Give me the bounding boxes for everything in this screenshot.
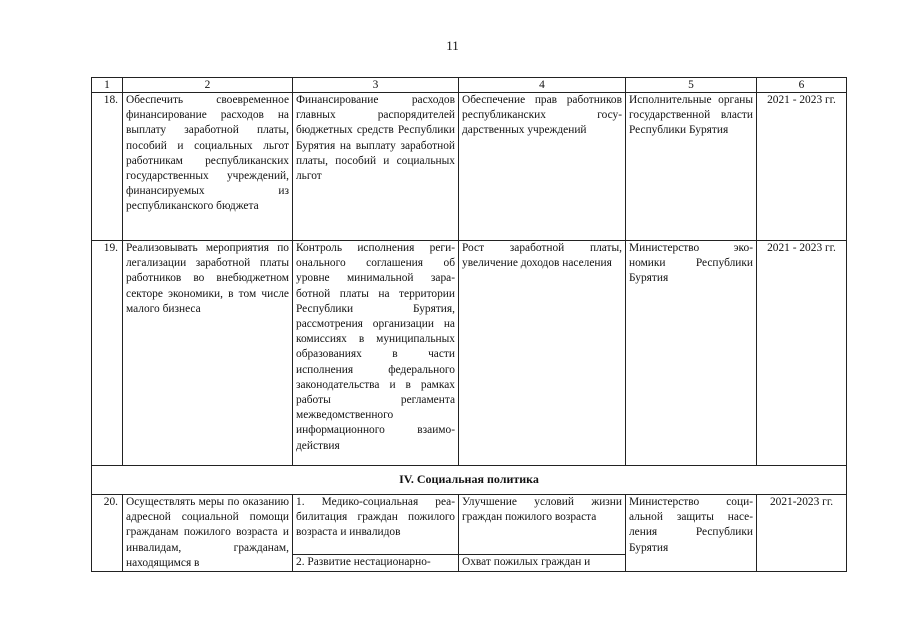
row-number: 19. — [92, 241, 123, 466]
column-number-cell: 4 — [459, 78, 626, 93]
mechanism-cell: Контроль исполнения регионального соглашения об уровне минимальной заработной платы на территории Республики Бурятия, рассмотрения организации на комиссиях в муниципальных образованиях в части исполнения федерального законодательства и в рамках работы регламента межведомственного информационного взаимодействия — [293, 241, 459, 466]
result-cell: Улучшение условий жизни граждан пожилого возраста — [459, 495, 626, 555]
mechanism-cell: 1. Медико-социальная реабилитация граждан пожилого возраста и инвалидов — [293, 495, 459, 555]
table-row — [92, 241, 847, 466]
row-number: 18. — [92, 93, 123, 241]
result-cell: Обеспечение прав работников республиканских государственных учреждений — [459, 93, 626, 241]
result-cell: Охват пожилых граждан и — [459, 555, 626, 572]
mechanism-cell: Финансирование расходов главных распорядителей бюджетных средств Республики Бурятия на выплату заработной платы, пособий и социальных льгот — [293, 93, 459, 241]
column-number-cell: 2 — [123, 78, 293, 93]
column-number-cell: 5 — [626, 78, 757, 93]
period-cell: 2021 - 2023 гг. — [757, 93, 847, 241]
column-number-row — [92, 78, 847, 93]
column-number-cell: 3 — [293, 78, 459, 93]
section-row — [92, 466, 847, 495]
result-cell: Рост заработной платы, увеличение доходов населения — [459, 241, 626, 466]
page-number: 11 — [446, 38, 459, 53]
executor-cell: Исполнительные органы государственной власти Республики Бурятия — [626, 93, 757, 241]
executor-cell: Министерство социальной защиты населения Республики Бурятия — [626, 495, 757, 572]
period-cell: 2021 - 2023 гг. — [757, 241, 847, 466]
measure-cell: Обеспечить своевременное финансирование расходов на выплату заработной платы, пособий и социальных льгот работникам республиканских государственных учреждений, финансируемых из республиканского бюджета — [123, 93, 293, 241]
executor-cell: Министерство экономики Республики Бурятия — [626, 241, 757, 466]
measure-cell: Реализовывать мероприятия по легализации заработной платы работников во внебюджетном секторе экономики, в том числе малого бизнеса — [123, 241, 293, 466]
measure-cell: Осуществлять меры по оказанию адресной социальной помощи гражданам пожилого возраста и инвалидам, гражданам, находящимся в — [123, 495, 293, 572]
row-number: 20. — [92, 495, 123, 572]
measures-table — [91, 77, 847, 572]
column-number-cell: 6 — [757, 78, 847, 93]
column-number-cell: 1 — [92, 78, 123, 93]
section-title: IV. Социальная политика — [92, 466, 847, 495]
mechanism-cell: 2. Развитие нестационарно- — [293, 555, 459, 572]
table-row — [92, 495, 847, 555]
period-cell: 2021-2023 гг. — [757, 495, 847, 572]
table-row — [92, 93, 847, 241]
